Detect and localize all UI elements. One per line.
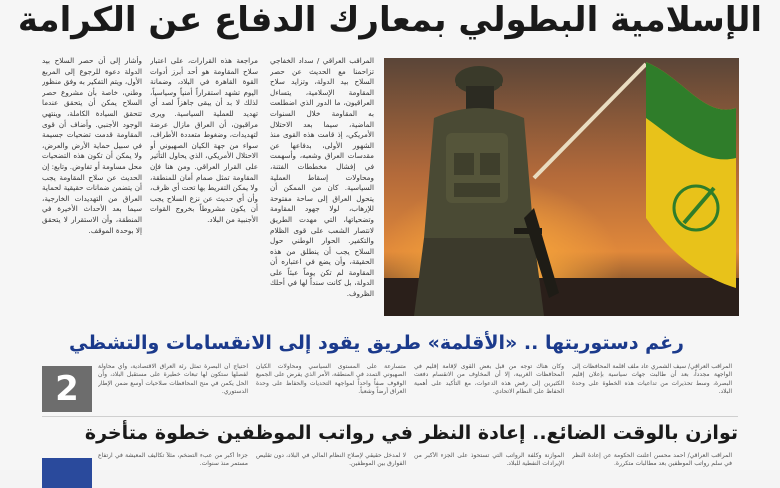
section2-column-1: المراقب العراقي/ أحمد محسن أعلنت الحكومة عن إعادة النظر في سلم رواتب الموظفين بعد مطالبات متكررة. [572, 452, 732, 468]
photo-illustration [384, 58, 739, 316]
section-divider [42, 416, 738, 417]
section1-column-4: احتياج أن البصرة تمثل رئة العراق الاقتصادية، وأي محاولة لفصلها ستكون لها تبعات خطيرة على مستقبل البلاد، وأن الحل يكمن في منح المحافظات صلاحيات أوسع ضمن الإطار الدستوري. [98, 363, 248, 396]
section2-column-2: الموازنة وكلفة الرواتب التي تستحوذ على الجزء الأكبر من الإيرادات النفطية للبلاد. [414, 452, 564, 468]
section1-column-1: المراقب العراقي/ سيف الشمري عاد ملف أقلمة المحافظات إلى الواجهة مجدداً، بعد أن طالبت جهات سياسية بإعلان إقليم البصرة، وسط تحذيرات من تداعيات هذه الخطوة على وحدة البلاد. [572, 363, 732, 396]
section2-column-3: لا لمدخل حقيقي لإصلاح النظام المالي في البلاد، دون تقليص الفوارق بين الموظفين. [256, 452, 406, 468]
article-column-middle: مراجعة هذه القرارات، على اعتبار سلاح المقاومة هو أحد أبرز أدوات القوة القاهرة في البلاد، وضمانة اليوم تشهد استقراراً أمنياً وسياسياً، لذلك لا بد أن يبقى جاهزاً لصد أي تهديد للعملية السياسية. ويرى مراقبون، أن العراق مازال عرضة لتهديدات، وضغوط متعددة الأطراف، سواء من جهة الكيان الصهيوني أو الاحتلال الأمريكي، الذي يحاول التأثير على القرار العراقي. ومن هنا فإن المقاومة تمثل صمام أمان للمنطقة، ولا يمكن التفريط بها تحت أي ظرف، وأن أي حديث عن نزع السلاح يجب أن يكون مشروطاً بخروج القوات الأجنبية من البلاد. [150, 56, 258, 224]
section-number-badge: 2 [42, 366, 92, 412]
section2-column-4: جزءاً أكبر من عبء التضخم، مثلاً تكاليف المعيشة في ارتفاع مستمر منذ سنوات. [98, 452, 248, 468]
article-column-right: المراقب العراقي / سداد الخفاجي تزاحمنا مع الحديث عن حصر السلاح بيد الدولة، وتزايد سلاح المقاومة الإسلامية، يتساءل العراقيون، ما الدور الذي اضطلعت به المقاومة خلال السنوات الماضية، سيما بعد الاحتلال الأمريكي، إذ قامت هذه القوى منذ الشهور الأولى، بدفاعها عن مقدسات العراق وشعبه، وأسهمت في إفشال مخططات الفتنة، ومحاولات إسقاط العملية السياسية. كان من الممكن أن يتحول العراق إلى ساحة مفتوحة للإرهاب، لولا جهود المقاومة وتضحياتها، التي مهدت الطريق لانتصار الشعب على قوى الظلام والتكفير. الحوار الوطني حول السلاح يجب أن ينطلق من هذه الحقيقة، وأن يضع في اعتباره أن المقاومة لم تكن يوماً عبئاً على الدولة، بل كانت سنداً لها في أحلك الظروف. [270, 56, 374, 299]
section-title-salaries: توازن بالوقت الضائع.. إعادة النظر في رواتب الموظفين خطوة متأخرة [84, 422, 738, 444]
section1-column-2: وكان هناك توجه من قبل بعض القوى لإقامة إقليم في المحافظات الغربية، إلا أن المخاوف من الانقسام دفعت الكثيرين إلى رفض هذه الدعوات، مع التأكيد على أهمية الحفاظ على النظام الاتحادي. [414, 363, 564, 396]
article-column-left: وأشار إلى أن حصر السلاح بيد الدولة دعوة للرجوع إلى المربع الأول، ويتم التفكير به وفق منظور وطني، خاصة بأن مشروع حصر السلاح يمكن أن يتحقق عندما تتحقق السيادة الكاملة، وينتهي الوجود الأجنبي. وأضاف أن قوى المقاومة قدمت تضحيات جسيمة في سبيل حماية الأرض والعرض، ولا يمكن أن تكون هذه التضحيات محل مساومة أو تفاوض. وتابع: إن الحديث عن سلاح المقاومة يجب أن يتضمن ضمانات حقيقية لحماية العراق من التهديدات الخارجية، سيما بعد الأحداث الأخيرة في المنطقة، وأن الاستقرار لا يتحقق إلا بوحدة الموقف. [42, 56, 142, 235]
section1-column-3: متسارعة على المستوى السياسي ومحاولات الكيان الصهيوني التمدد في المنطقة، الأمر الذي يفرض على الجميع الوقوف صفاً واحداً لمواجهة التحديات والحفاظ على وحدة العراق أرضاً وشعباً. [256, 363, 406, 396]
article-photo-fighter-with-flag [384, 58, 739, 316]
section-title-regions: رغم دستوريتها .. «الأقلمة» طريق يقود إلى الانقسامات والتشظي [69, 332, 684, 354]
page-headline: الإسلامية البطولي بمعارك الدفاع عن الكرامة [17, 0, 763, 40]
section2-number-badge [42, 458, 92, 488]
